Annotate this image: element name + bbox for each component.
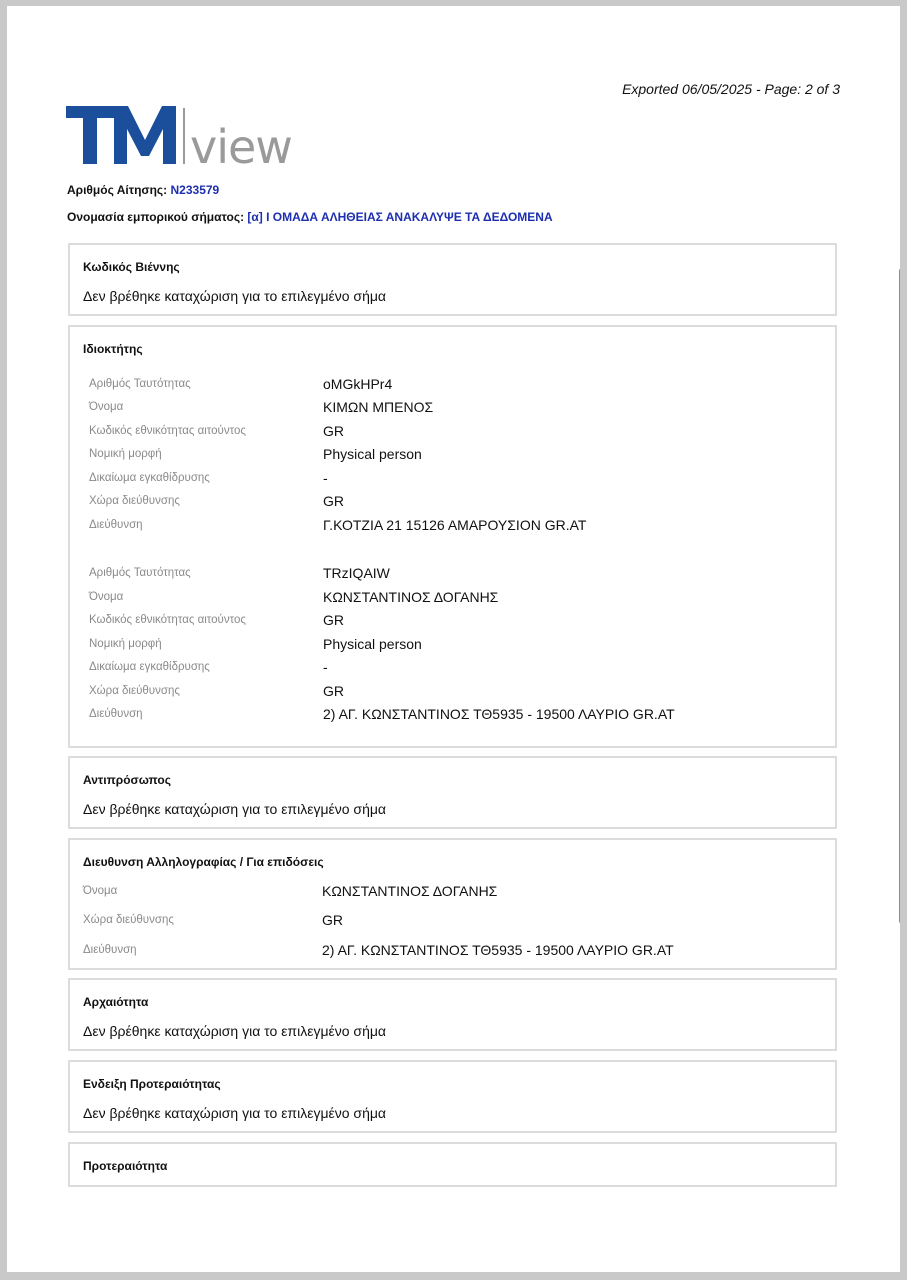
establishment-value: - bbox=[323, 659, 328, 675]
country-label: Χώρα διεύθυνσης bbox=[83, 914, 174, 926]
legal-form-label: Νομική μορφή bbox=[89, 638, 162, 650]
section-priority-claim bbox=[68, 1060, 837, 1133]
svg-text:view: view bbox=[190, 120, 292, 168]
section-vienna-code bbox=[68, 243, 837, 316]
address-value: 2) ΑΓ. ΚΩΝΣΤΑΝΤΙΝΟΣ ΤΘ5935 - 19500 ΛΑΥΡΙΟ GR.AT bbox=[322, 942, 674, 958]
section-title: Κωδικός Βιέννης bbox=[83, 260, 180, 274]
name-value: ΚΩΝΣΤΑΝΤΙΝΟΣ ΔΟΓΑΝΗΣ bbox=[322, 883, 498, 899]
name-label: Όνομα bbox=[89, 591, 124, 603]
trademark-name-label: Ονομασία εμπορικού σήματος: bbox=[67, 210, 245, 224]
country-label: Χώρα διεύθυνσης bbox=[89, 495, 180, 507]
address-value: Γ.ΚΟΤΖΙΑ 21 15126 ΑΜΑΡΟΥΣΙΟΝ GR.AT bbox=[323, 517, 587, 533]
nationality-label: Κωδικός εθνικότητας αιτούντος bbox=[89, 614, 246, 626]
nationality-label: Κωδικός εθνικότητας αιτούντος bbox=[89, 425, 246, 437]
country-label: Χώρα διεύθυνσης bbox=[89, 685, 180, 697]
establishment-label: Δικαίωμα εγκαθίδρυσης bbox=[89, 472, 210, 484]
name-value: ΚΙΜΩΝ ΜΠΕΝΟΣ bbox=[323, 399, 434, 415]
country-value: GR bbox=[323, 493, 344, 509]
trademark-name-value: [α] Ι ΟΜΑΔΑ ΑΛΗΘΕΙΑΣ ΑΝΑΚΑΛΥΨΕ ΤΑ ΔΕΔΟΜΕΝΑ bbox=[247, 210, 553, 224]
application-number bbox=[67, 183, 219, 197]
id-value: TRzIQAIW bbox=[323, 565, 390, 581]
no-entry-text: Δεν βρέθηκε καταχώριση για το επιλεγμένο σήμα bbox=[83, 1023, 387, 1039]
establishment-label: Δικαίωμα εγκαθίδρυσης bbox=[89, 661, 210, 673]
legal-form-value: Physical person bbox=[323, 446, 422, 462]
id-label: Αριθμός Ταυτότητας bbox=[89, 567, 191, 579]
address-value: 2) ΑΓ. ΚΩΝΣΤΑΝΤΙΝΟΣ ΤΘ5935 - 19500 ΛΑΥΡΙΟ GR.AT bbox=[323, 706, 675, 722]
section-title: Προτεραιότητα bbox=[83, 1159, 168, 1173]
nationality-value: GR bbox=[323, 423, 344, 439]
export-info: Exported 06/05/2025 - Page: 2 of 3 bbox=[622, 81, 840, 97]
section-representative bbox=[68, 756, 837, 829]
section-title: Ιδιοκτήτης bbox=[83, 342, 143, 356]
country-value: GR bbox=[322, 912, 343, 928]
section-priority bbox=[68, 1142, 837, 1187]
name-label: Όνομα bbox=[89, 401, 124, 413]
no-entry-text: Δεν βρέθηκε καταχώριση για το επιλεγμένο σήμα bbox=[83, 288, 387, 304]
nationality-value: GR bbox=[323, 612, 344, 628]
address-label: Διεύθυνση bbox=[83, 944, 137, 956]
id-label: Αριθμός Ταυτότητας bbox=[89, 378, 191, 390]
establishment-value: - bbox=[323, 470, 328, 486]
application-number-value: N233579 bbox=[170, 183, 220, 197]
section-title: Αρχαιότητα bbox=[83, 995, 149, 1009]
section-title: Ενδειξη Προτεραιότητας bbox=[83, 1077, 221, 1091]
application-number-label: Αριθμός Αίτησης: bbox=[67, 183, 168, 197]
section-title: Αντιπρόσωπος bbox=[83, 773, 171, 787]
section-seniority bbox=[68, 978, 837, 1051]
document-page bbox=[7, 6, 900, 1272]
country-value: GR bbox=[323, 683, 344, 699]
address-label: Διεύθυνση bbox=[89, 708, 143, 720]
tmview-logo bbox=[66, 102, 306, 168]
legal-form-label: Νομική μορφή bbox=[89, 448, 162, 460]
section-title: Διευθυνση Αλληλογραφίας / Για επιδόσεις bbox=[83, 855, 324, 869]
no-entry-text: Δεν βρέθηκε καταχώριση για το επιλεγμένο σήμα bbox=[83, 801, 387, 817]
no-entry-text: Δεν βρέθηκε καταχώριση για το επιλεγμένο σήμα bbox=[83, 1105, 387, 1121]
name-label: Όνομα bbox=[83, 885, 118, 897]
section-owner bbox=[68, 325, 837, 748]
legal-form-value: Physical person bbox=[323, 636, 422, 652]
name-value: ΚΩΝΣΤΑΝΤΙΝΟΣ ΔΟΓΑΝΗΣ bbox=[323, 589, 499, 605]
section-correspondence-address bbox=[68, 838, 837, 970]
trademark-name bbox=[67, 210, 553, 224]
id-value: oMGkHPr4 bbox=[323, 376, 393, 392]
address-label: Διεύθυνση bbox=[89, 519, 143, 531]
vertical-scrollbar[interactable] bbox=[899, 268, 900, 924]
